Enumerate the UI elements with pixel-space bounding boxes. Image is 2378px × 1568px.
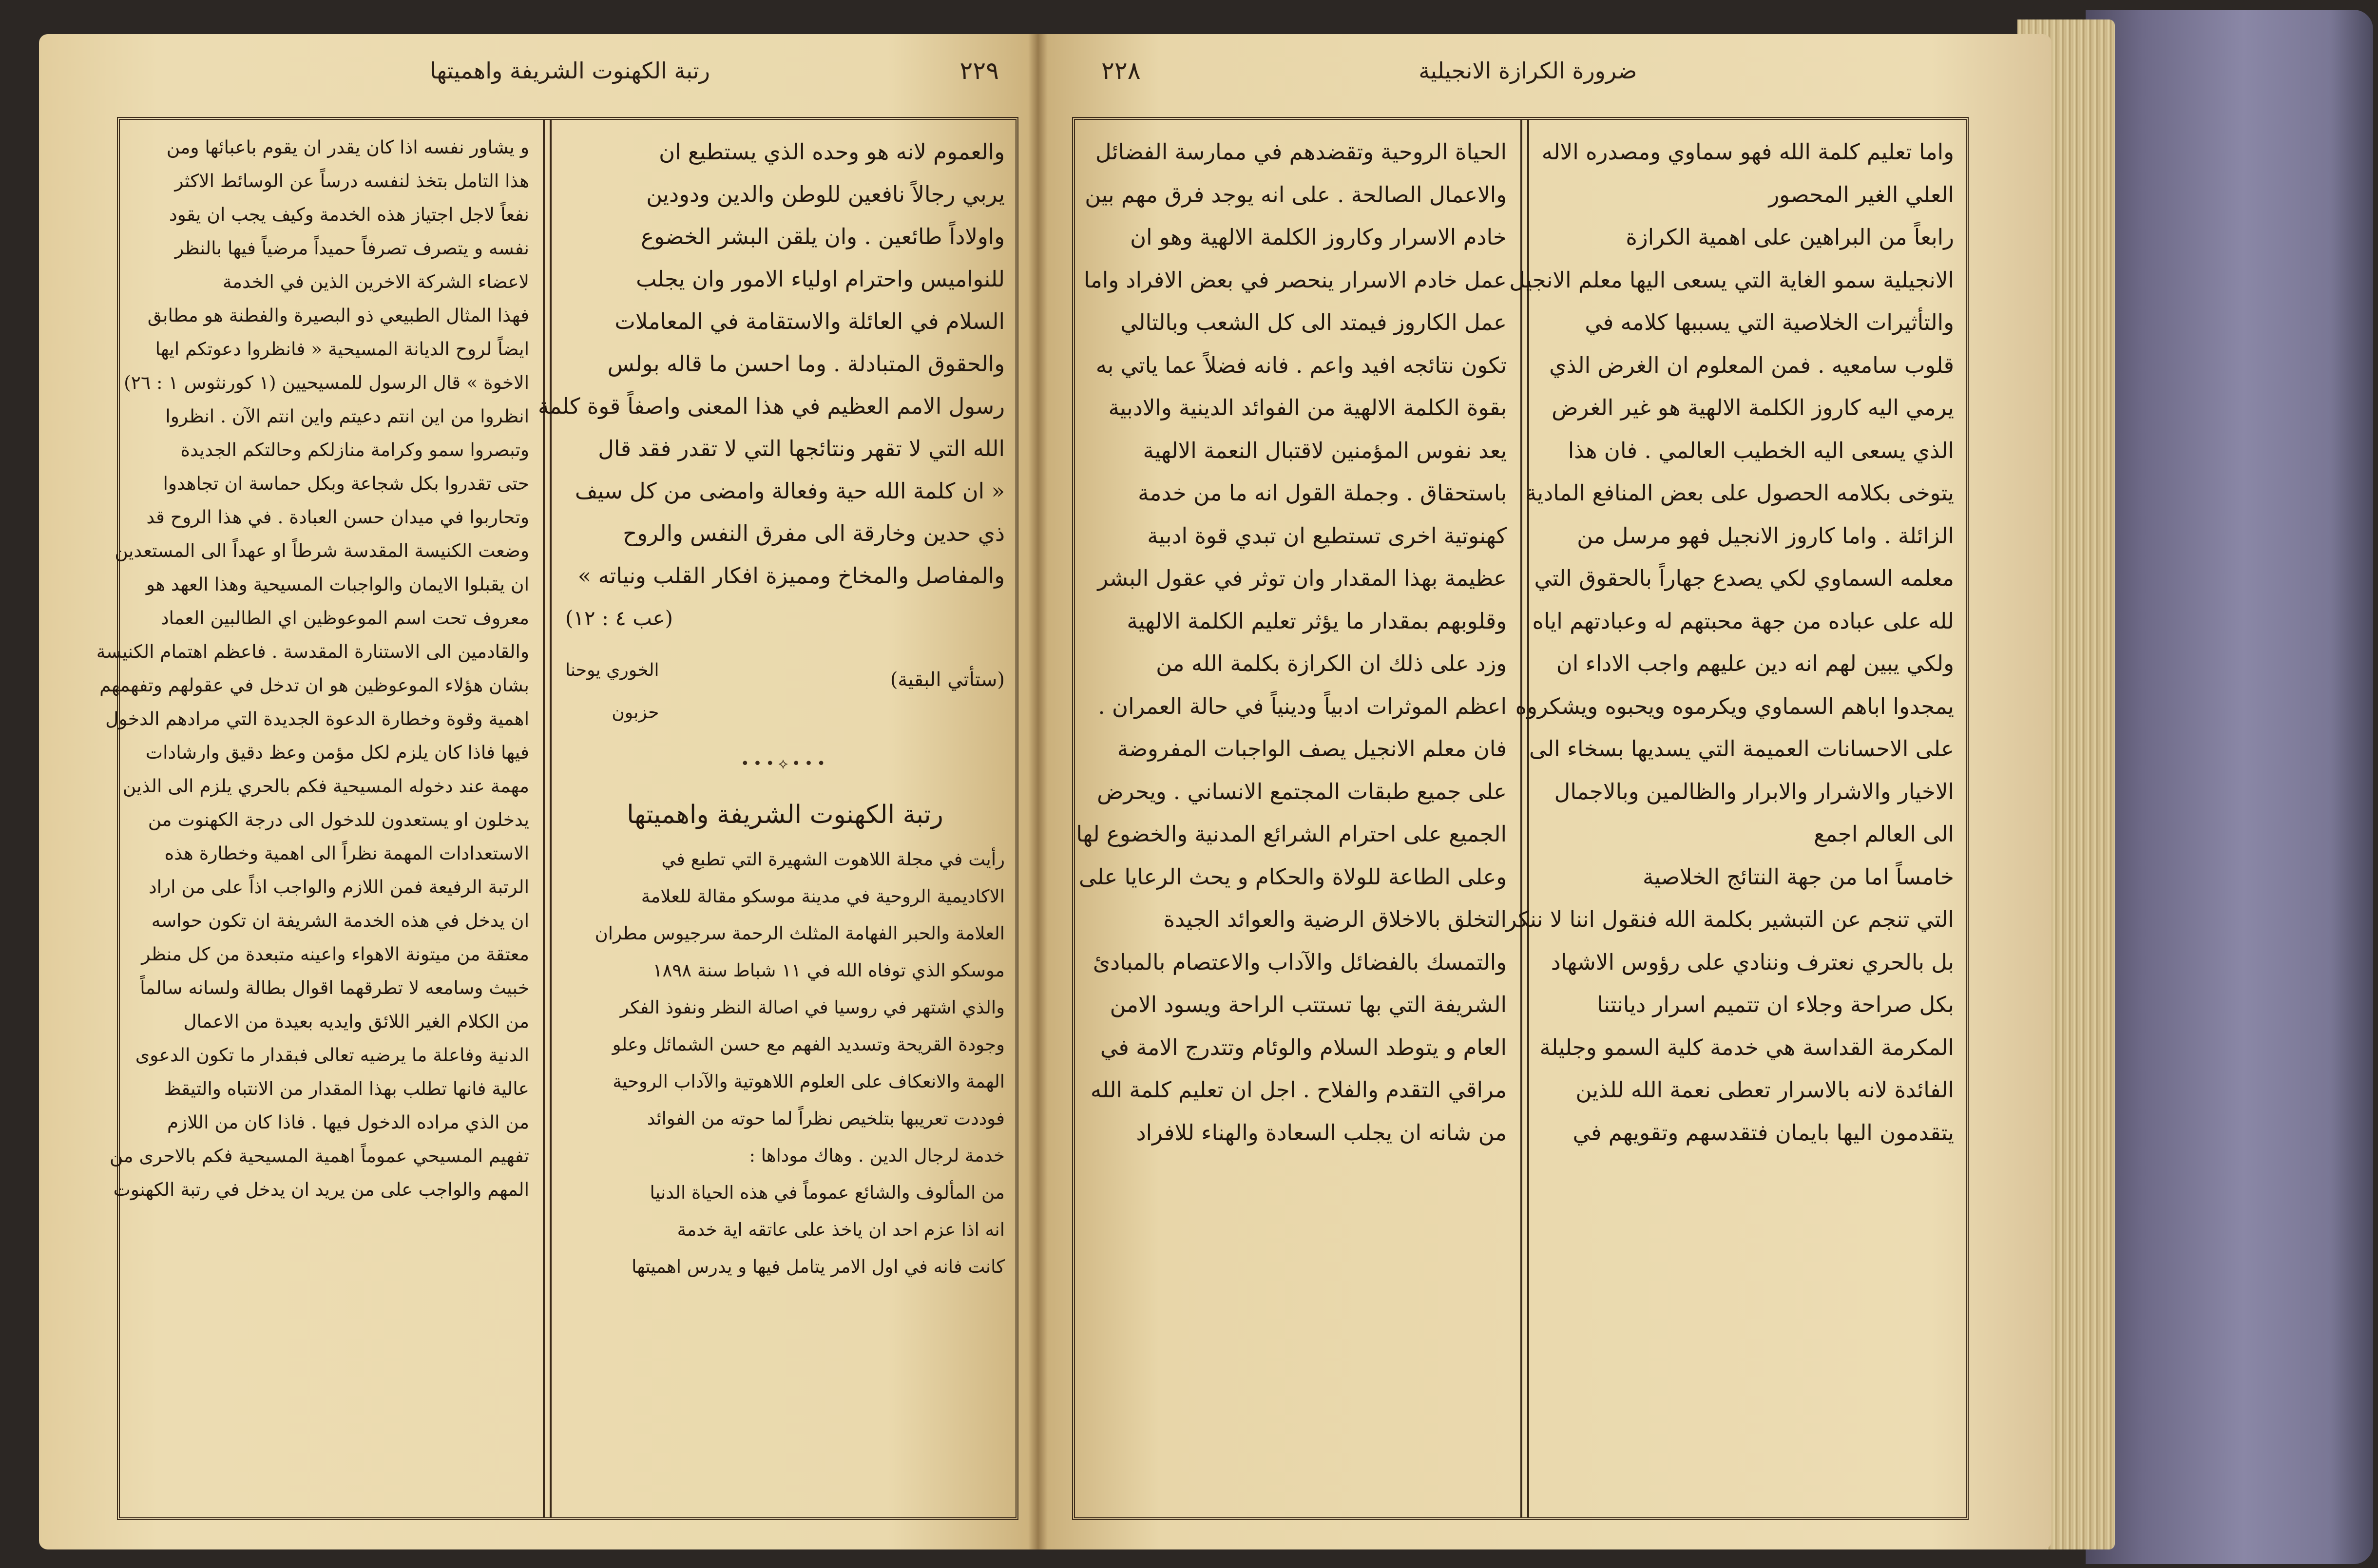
text-line: معتقة من ميتونة الاهواء واعينه متبعدة من كل منظر — [141, 943, 529, 965]
text-line: كهنوتية اخرى تستطيع ان تبدي قوة ادبية — [1147, 522, 1507, 549]
text-line: ان يقبلوا الايمان والواجبات المسيحية وهذا العهد هو — [146, 574, 529, 595]
author-signature-line1: الخوري يوحنا — [565, 660, 659, 680]
text-line: الاخوة » قال الرسول للمسيحيين (١ كورنثوس ١ : ٢٦) — [124, 372, 529, 393]
text-line: بل بالحري نعترف وننادي على رؤوس الاشهاد — [1551, 949, 1954, 975]
text-line: والمفاصل والمخاخ ومميزة افكار القلب ونياته » — [577, 563, 1005, 589]
text-line: فهذا المثال الطبيعي ذو البصيرة والفطنة هو مطابق — [147, 305, 529, 326]
text-line: السلام في العائلة والاستقامة في المعاملات — [614, 308, 1005, 334]
right-inner-column — [1075, 120, 1518, 1517]
left-page-number: ٢٢٩ — [959, 57, 999, 85]
text-line: ان يدخل في هذه الخدمة الشريفة ان تكون حواسه — [151, 910, 529, 931]
text-line: من شانه ان يجلب السعادة والهناء للافراد — [1136, 1119, 1507, 1146]
author-signature-line2: حزبون — [612, 703, 659, 723]
text-line: رأيت في مجلة اللاهوت الشهيرة التي تطبع في — [661, 849, 1005, 870]
text-line: خادم الاسرار وكاروز الكلمة الالهية وهو ان — [1130, 224, 1507, 250]
text-line: خدمة لرجال الدين . وهاك موداها : — [749, 1145, 1005, 1166]
text-line: المكرمة القداسة هي خدمة كلية السمو وجليلة — [1539, 1034, 1954, 1060]
text-line: نفسه و يتصرف تصرفاً حميداً مرضياً فيها بالنظر — [174, 237, 529, 259]
text-line: انه اذا عزم احد ان ياخذ على عاتقه اية خدمة — [677, 1219, 1005, 1240]
text-line: واولاداً طائعين . وان يلقن البشر الخضوع — [641, 224, 1005, 249]
text-line: الزائلة . واما كاروز الانجيل فهو مرسل من — [1577, 522, 1954, 549]
column-rule — [1527, 120, 1529, 1517]
section-ornament: •••⟡••• — [740, 755, 829, 772]
article-title: رتبة الكهنوت الشريفة واهميتها — [627, 800, 943, 829]
text-line: والتأثيرات الخلاصية التي يسببها كلامه في — [1585, 309, 1954, 335]
text-line: عالية فانها تطلب بهذا المقدار من الانتباه والتيقظ — [164, 1078, 529, 1099]
text-line: العلي الغير المحصور — [1768, 181, 1954, 208]
text-line: يرمي اليه كاروز الكلمة الالهية هو غير الغرض — [1552, 395, 1954, 421]
text-line: عظيمة بهذا المقدار وان توثر في عقول البشر — [1097, 565, 1507, 591]
text-line: رسول الامم العظيم في هذا المعنى واصفاً قوة كلمة — [537, 393, 1005, 419]
text-line: الذي يسعى اليه الخطيب العالمي . فان هذا — [1568, 437, 1954, 463]
text-line: ولكي يبين لهم انه دين عليهم واجب الاداء ان — [1556, 650, 1954, 676]
text-line: وجودة القريحة وتسديد الفهم مع حسن الشمائل وعلو — [612, 1034, 1005, 1055]
text-line: ايضاً لروح الديانة المسيحية « فانظروا دعوتكم ايها — [155, 338, 529, 360]
text-line: تكون نتائجه افيد واعم . فانه فضلاً عما ياتي به — [1095, 352, 1507, 378]
continued-note: (ستأتي البقية) — [890, 669, 1005, 691]
text-line: معلمه السماوي لكي يصدع جهاراً بالحقوق التي — [1534, 565, 1954, 591]
text-line: وقلوبهم بمقدار ما يؤثر تعليم الكلمة الالهية — [1127, 608, 1507, 634]
text-line: الدنية وفاعلة ما يرضيه تعالى فبقدار ما تكون الدعوى — [135, 1044, 529, 1066]
text-line: والحقوق المتبادلة . وما احسن ما قاله بولس — [607, 351, 1005, 377]
book-cover — [2086, 10, 2373, 1564]
text-line: خامساً اما من جهة النتائج الخلاصية — [1642, 863, 1954, 890]
text-line: الى العالم اجمع — [1814, 821, 1954, 847]
right-outer-column — [1506, 120, 1966, 1517]
text-line: هذا التامل بتخذ لنفسه درساً عن الوسائط الاكثر — [174, 170, 529, 191]
text-line: رابعاً من البراهين على اهمية الكرازة — [1626, 224, 1954, 250]
right-text-frame — [1072, 117, 1969, 1520]
text-line: بقوة الكلمة الالهية من الفوائد الدينية والادبية — [1108, 395, 1507, 421]
text-line: العلامة والحبر الفهامة المثلث الرحمة سرجيوس مطران — [594, 923, 1005, 944]
text-line: الله التي لا تقهر ونتائجها التي لا تقدر فقد قال — [598, 436, 1005, 461]
text-line: بكل صراحة وجلاء ان تتميم اسرار ديانتنا — [1597, 992, 1954, 1017]
text-line: التي تنجم عن التبشير بكلمة الله فنقول اننا لا ننكر — [1506, 906, 1954, 932]
text-line: الجميع على احترام الشرائع المدنية والخضوع لها — [1076, 821, 1507, 847]
text-line: الشريفة التي بها تستتب الراحة ويسود الامن — [1110, 992, 1507, 1017]
text-line: وزد على ذلك ان الكرازة بكلمة الله من — [1156, 650, 1507, 676]
gutter-shadow — [1028, 34, 1048, 1549]
text-line: والاعمال الصالحة . على انه يوجد فرق مهم بين — [1085, 181, 1507, 208]
text-line: يتقدمون اليها بايمان فتقدسهم وتقويهم في — [1573, 1119, 1954, 1146]
text-line: و يشاور نفسه اذا كان يقدر ان يقوم باعبائها ومن — [166, 136, 529, 158]
text-line: المهم والواجب على من يريد ان يدخل في رتبة الكهنوت — [113, 1179, 529, 1200]
text-line: فيها فاذا كان يلزم لكل مؤمن وعظ دقيق وارشادات — [145, 742, 529, 763]
text-line: وضعت الكنيسة المقدسة شرطاً او عهداً الى المستعدين — [115, 540, 529, 561]
text-line: باستحقاق . وجملة القول انه ما من خدمة — [1138, 480, 1507, 506]
text-line: من الذي مراده الدخول فيها . فاذا كان من اللازم — [167, 1111, 529, 1133]
text-line: تفهيم المسيحي عموماً اهمية المسيحية فكم بالاحرى من — [109, 1145, 529, 1166]
text-line: يعد نفوس المؤمنين لاقتبال النعمة الالهية — [1143, 437, 1507, 463]
text-line: قلوب سامعيه . فمن المعلوم ان الغرض الذي — [1549, 352, 1954, 378]
text-line: للنواميس واحترام اولياء الامور وان يجلب — [636, 266, 1005, 292]
text-line: مراقي التقدم والفلاح . اجل ان تعليم كلمة الله — [1090, 1077, 1507, 1103]
text-line: الانجيلية سمو الغاية التي يسعى اليها معلم الانجيل — [1509, 267, 1954, 293]
right-running-title: ضرورة الكرازة الانجيلية — [1419, 57, 1637, 84]
text-line: خبيث وسامعه لا تطرقهما اقوال بطالة ولسانه سالماً — [140, 977, 529, 998]
column-rule — [1520, 120, 1522, 1517]
text-line: الحياة الروحية وتقضدهم في ممارسة الفضائل — [1095, 139, 1507, 165]
text-line: اهمية وقوة وخطارة الدعوة الجديدة التي مرادهم الدخول — [105, 708, 529, 729]
text-line: انظروا من اين انتم دعيتم واين انتم الآن . انظروا — [165, 405, 529, 427]
text-line: عمل الكاروز فيمتد الى كل الشعب وبالتالي — [1120, 309, 1507, 335]
text-line: العام و يتوطد السلام والوئام وتتدرج الامة في — [1100, 1034, 1507, 1060]
text-line: واما تعليم كلمة الله فهو سماوي ومصدره الاله — [1541, 139, 1954, 165]
text-line: الاستعدادات المهمة نظراً الى اهمية وخطارة هذه — [164, 842, 529, 864]
text-line: والقادمين الى الاستنارة المقدسة . فاعظم اهتمام الكنيسة — [96, 641, 529, 662]
text-line: اعظم الموثرات ادبياً ودينياً في حالة العمران . — [1098, 693, 1507, 719]
text-line: عمل خادم الاسرار ينحصر في بعض الافراد واما — [1084, 267, 1507, 293]
text-line: ذي حدين وخارقة الى مفرق النفس والروح — [623, 520, 1005, 546]
text-line: نفعاً لاجل اجتياز هذه الخدمة وكيف يجب ان يقود — [169, 204, 529, 225]
right-page-number: ٢٢٨ — [1101, 57, 1141, 85]
text-line: والتمسك بالفضائل والآداب والاعتصام بالمبادئ — [1093, 949, 1507, 975]
left-outer-column — [96, 120, 541, 1517]
text-line: الاكاديمية الروحية في مدينة موسكو مقالة للعلامة — [641, 886, 1005, 907]
text-line: لاعضاء الشركة الاخرين الذين في الخدمة — [222, 271, 529, 292]
left-running-title: رتبة الكهنوت الشريفة واهميتها — [430, 57, 710, 84]
text-line: بشان هؤلاء الموعوظين هو ان تدخل في عقولهم وتفهمهم — [99, 674, 529, 696]
text-line: والذي اشتهر في روسيا في اصالة النظر ونفوذ الفكر — [620, 997, 1005, 1018]
text-line: الاخيار والاشرار والابرار والظالمين وبالاجمال — [1554, 778, 1954, 804]
left-running-head — [141, 49, 999, 93]
text-line: موسكو الذي توفاه الله في ١١ شباط سنة ١٨٩٨ — [652, 960, 1005, 981]
left-inner-column — [537, 120, 1016, 1517]
text-line: يربي رجالاً نافعين للوطن والدين ودودين — [646, 181, 1005, 207]
text-line: على جميع طبقات المجتمع الانساني . ويحرض — [1097, 778, 1507, 804]
text-line: وتبصروا سمو وكرامة منازلكم وحالتكم الجديدة — [180, 439, 529, 460]
text-line: معروف تحت اسم الموعوظين اي الطالبين العماد — [160, 607, 529, 629]
text-line: من المألوف والشائع عموماً في هذه الحياة الدنيا — [650, 1182, 1005, 1203]
right-running-head — [1101, 49, 1954, 93]
left-text-frame — [96, 117, 1018, 1520]
text-line: وتحاربوا في ميدان حسن العبادة . في هذا الروح قد — [146, 506, 529, 528]
text-line: التخلق بالاخلاق الرضية والعوائد الجيدة — [1163, 906, 1507, 932]
column-rule — [550, 120, 552, 1517]
text-line: الفائدة لانه بالاسرار تعطى نعمة الله للذين — [1575, 1077, 1954, 1103]
text-line: حتى تقدروا بكل شجاعة وبكل حماسة ان تجاهدوا — [163, 473, 529, 494]
text-line: يدخلون او يستعدون للدخول الى درجة الكهنوت من — [148, 809, 529, 830]
text-line: والعموم لانه هو وحده الذي يستطيع ان — [659, 139, 1005, 165]
text-line: الهمة والانعكاف على العلوم اللاهوتية والآداب الروحية — [613, 1071, 1005, 1092]
text-line: « ان كلمة الله حية وفعالة وامضى من كل سيف — [575, 478, 1005, 504]
text-line: من الكلام الغير اللائق وايديه بعيدة من الاعمال — [183, 1011, 529, 1032]
text-line: كانت فانه في اول الامر يتامل فيها و يدرس اهميتها — [632, 1256, 1005, 1277]
text-line: الرتبة الرفيعة فمن اللازم والواجب اذاً على من اراد — [148, 876, 529, 898]
text-line: وعلى الطاعة للولاة والحكام و يحث الرعايا على — [1078, 863, 1507, 890]
text-line: فوددت تعريبها بتلخيص نظراً لما حوته من الفوائد — [647, 1108, 1005, 1129]
column-rule — [543, 120, 545, 1517]
scripture-citation: (عب ٤ : ١٢) — [565, 606, 673, 630]
text-line: يتوخى بكلامه الحصول على بعض المنافع المادية — [1525, 480, 1954, 506]
text-line: على الاحسانات العميمة التي يسديها بسخاء الى — [1529, 736, 1954, 762]
text-line: يمجدوا اباهم السماوي ويكرموه ويحبوه ويشكروه — [1515, 693, 1954, 719]
text-line: مهمة عند دخوله المسيحية فكم بالحري يلزم الى الذين — [122, 775, 529, 797]
text-line: لله على عباده من جهة محبتهم له وعبادتهم اياه — [1532, 608, 1954, 634]
text-line: فان معلم الانجيل يصف الواجبات المفروضة — [1117, 736, 1507, 762]
